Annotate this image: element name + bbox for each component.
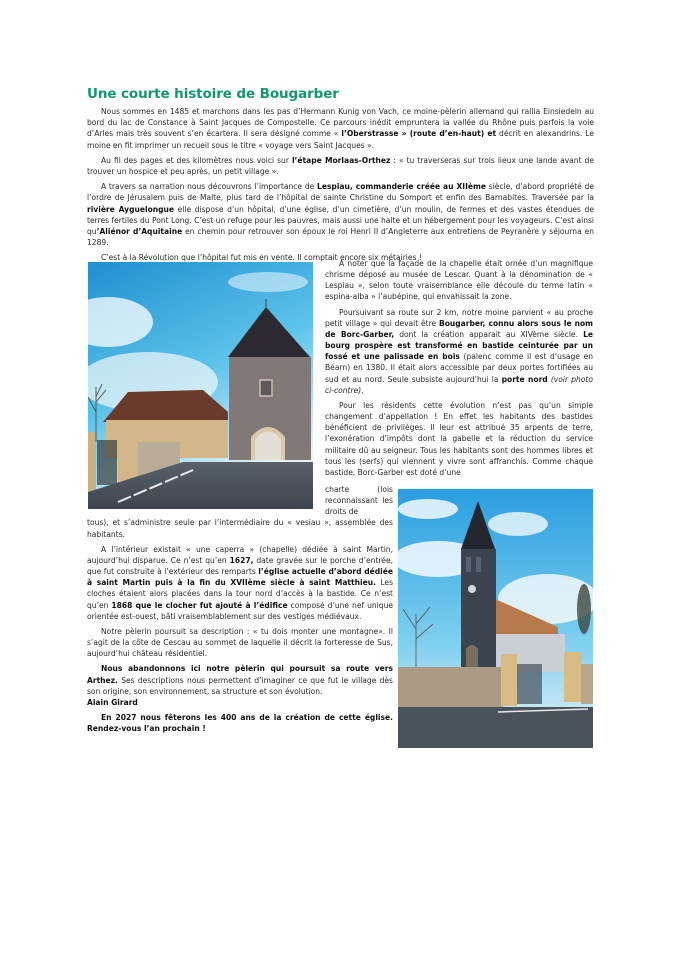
right-column <box>325 258 593 478</box>
paragraph-5: A noter que la façade de la chapelle était ornée d’un magnifique chrisme déposé au musée de Lescar. Quant à la dénomination de « Lespiau », selon toute vraisemblance elle découle du terme latin « espina-alba » l’aubépine, qui envahissait la zone. <box>325 259 593 302</box>
porte-nord-photo <box>88 262 313 509</box>
article-top <box>87 86 594 268</box>
author-name: Alain Girard <box>87 697 138 707</box>
paragraph-10: Nous abandonnons ici notre pèlerin qui poursuit sa route vers Arthez. Ses descriptions nous permettent d’imaginer ce que fut le village dès son origine, son environnement, sa structure et son évolution. <box>87 664 393 696</box>
church-illustration <box>398 489 593 748</box>
article-title: Une courte histoire de Bougarber <box>87 86 339 102</box>
road <box>398 707 593 748</box>
paragraph-3: A travers sa narration nous découvrons l’importance de Lespiau, commanderie créée au XIIème siècle, d’abord propriété de l’ordre de Jérusalem puis de Malte, plus tard de l’hôpital de sainte Christine du Somport et enfin des Barnabites. Traversée par la rivière Ayguelongue elle dispose d’un hôpital, d’une église, d’un cimetière, d’un moulin, de fermes et des vastes étendues de terres fertiles du Pont Long. C’est un refuge pour les pauvres, mais aussi une halte et un hébergement pour les voyageurs. C’est ainsi qu’Aliénor d’Aquitaine en chemin pour retrouver son époux le roi Henri II d’Angleterre aux entretiens de Peyranère y séjourna en 1289. <box>87 182 595 248</box>
paragraph-4: C’est à la Révolution que l’hôpital fut mis en vente. Il comptait encore six métairies ! <box>101 253 422 263</box>
paragraph-6: Poursuivant sa route sur 2 km, notre moine parvient « au proche petit village » qui devait être Bougarber, connu alors sous le nom de Borc-Garber, dont la création apparait au XIVème siècle. Le bourg prospère est transformé en bastide ceinturée par un fossé et une palissade en bois (palenc comme il est d’usage en Béarn) en 1380. Il était alors accessible par deux portes fortifiées au sud et au nord. Seule subsiste aujourd’hui la porte nord (voir photo ci-contre). <box>325 307 594 395</box>
tower-illustration <box>88 262 313 509</box>
left-column <box>87 484 393 738</box>
paragraph-8: A l’intérieur existait « une caperra » (chapelle) dédiée à saint Martin, aujourd’hui disparue. Ce n’est qu’en 1627, date gravée sur le porche d’entrée, que fut construite à l’extérieur des remparts l’église actuelle d’abord dédiée à saint Martin puis à la fin du XVIIème siècle à saint Matthieu. Les cloches étaient alors placées dans la tour nord d’accès à la bastide. Ce n’est qu’en 1868 que le clocher fut ajouté à l’édifice composé d’une nef unique orientée est-ouest, bâti vraisemblablement sur des vestiges médiévaux. <box>87 544 393 621</box>
paragraph-7: Pour les résidents cette évolution n’est pas qu’un simple changement d’appellation ! En effet les habitants des bastides bénéficient de privilèges. Il leur est attribué 35 arpents de terre, l’exonération d’impôts dont la gabelle et la réduction du service militaire dû au seigneur. Tous les habitants sont des hommes libres et tous les (serfs) qui viennent y vivre sont affranchis. Comme chaque bastide, Borc-Garber est doté d’une <box>325 400 593 477</box>
church-photo <box>398 489 593 748</box>
paragraph-1: Nous sommes en 1485 et marchons dans les pas d’Hermann Kunig von Vach, ce moine-pèlerin allemand qui rallia Einsiedeln au bord du lac de Constance à Saint Jacques de Compostelle. Ce parcours inédit empruntera la vallée du Rhône puis parfois la voie d’Arles mais très souvent s’en écartera. Il sera désigné comme « l’Oberstrasse » (route d’en-haut) et décrit en alexandrins. Le moine en fit imprimer un recueil sous le titre « voyage vers Saint Jacques ». <box>87 107 594 150</box>
closing-note: En 2027 nous fêterons les 400 ans de la création de cette église. Rendez-vous l’an prochain ! <box>87 712 393 734</box>
gate <box>517 664 542 704</box>
paragraph-2: Au fil des pages et des kilomètres nous voici sur l’étape Morlaas-Orthez : « tu traverseras sur trois lieux une lande avant de trouver un hospice et peu après, un petit village ». <box>87 155 594 177</box>
paragraph-7-charte: charte (lois reconnaissant les droits de <box>325 485 393 517</box>
paragraph-7-end: tous), et s’administre seule par l’intermédiaire du « vesiau », assemblée des habitants. <box>87 518 393 539</box>
paragraph-9: Notre pèlerin poursuit sa description : « tu dois monter une montagne». Il s’agit de la côte de Cescau au sommet de laquelle il décrit la forteresse de Sus, aujourd’hui château résidentiel. <box>87 626 393 659</box>
